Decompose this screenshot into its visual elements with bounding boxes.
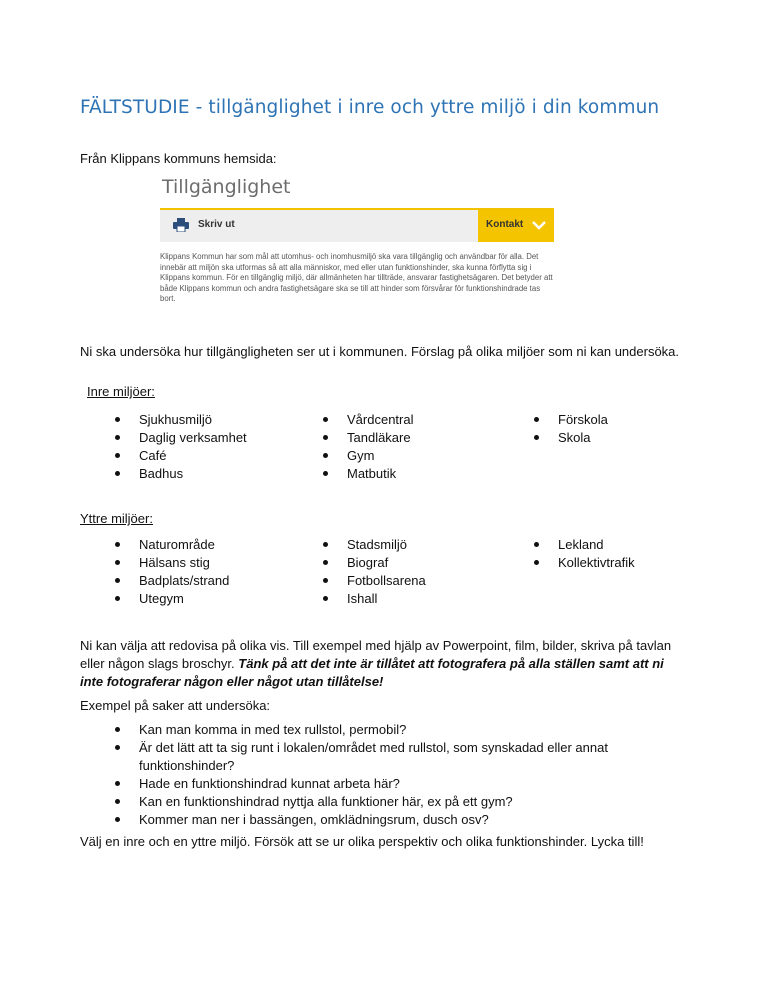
list-item: Fotbollsarena (323, 572, 426, 590)
outer-environments-label: Yttre miljöer: (80, 511, 153, 526)
list-item: Vårdcentral (323, 411, 413, 429)
task-text: Ni ska undersöka hur tillgängligheten ser ut i kommunen. Förslag på olika miljöer som ni kan undersöka. (80, 344, 680, 359)
examples-label: Exempel på saker att undersöka: (80, 698, 271, 713)
inner-list-col1 (115, 411, 247, 483)
embedded-website-screenshot (160, 176, 556, 320)
closing-text: Välj en inre och en yttre miljö. Försök att se ur olika perspektiv och olika funktionshinder. Lycka till! (80, 834, 644, 849)
list-item: Biograf (323, 554, 426, 572)
list-item: Ishall (323, 590, 426, 608)
list-item: Kollektivtrafik (534, 554, 635, 572)
contact-label: Kontakt (486, 219, 524, 230)
list-item: Hälsans stig (115, 554, 229, 572)
list-item: Badhus (115, 465, 247, 483)
inner-list-col2 (323, 411, 413, 483)
list-item: Kan man komma in med tex rullstol, permobil? (115, 721, 655, 739)
document-title: FÄLTSTUDIE - tillgänglighet i inre och yttre miljö i din kommun (80, 97, 660, 118)
list-item: Tandläkare (323, 429, 413, 447)
list-item: Naturområde (115, 536, 229, 554)
list-item: Stadsmiljö (323, 536, 426, 554)
presentation-paragraph (80, 637, 680, 691)
list-item: Gym (323, 447, 413, 465)
list-item: Kan en funktionshindrad nyttja alla funktioner här, ex på ett gym? (115, 793, 655, 811)
outer-list-col2 (323, 536, 426, 608)
list-item: Café (115, 447, 247, 465)
print-label: Skriv ut (198, 219, 235, 230)
outer-list-col3 (534, 536, 635, 572)
chevron-down-icon (532, 220, 546, 230)
list-item: Badplats/strand (115, 572, 229, 590)
list-item: Sjukhusmiljö (115, 411, 247, 429)
presentation-text: Ni kan välja att redovisa på olika vis. Till exempel med hjälp av Powerpoint, film, bilder, skriva på tavlan eller någon slags broschyr. (80, 638, 672, 671)
embedded-toolbar (160, 208, 554, 242)
list-item: Hade en funktionshindrad kunnat arbeta här? (115, 775, 655, 793)
list-item: Kommer man ner i bassängen, omklädningsrum, dusch osv? (115, 811, 655, 829)
list-item: Förskola (534, 411, 608, 429)
outer-list-col1 (115, 536, 229, 608)
inner-environments-label: Inre miljöer: (87, 384, 155, 399)
list-item: Matbutik (323, 465, 413, 483)
embedded-body-text: Klippans Kommun har som mål att utomhus- och inomhusmiljö ska vara tillgänglig och användbar för alla. Det innebär att miljön ska utformas så att alla människor, med eller utan funktionshinder, ska kunna förflytta sig i Klippans kommun. För en tillgänglig miljö, där allmänheten har tillträde, ansvarar fastighetsägaren. Det betyder att både Klippans kommun och andra fastighetsägare ska se till att hinder som försvårar för funktionshindrade tas bort. (160, 252, 553, 303)
list-item: Lekland (534, 536, 635, 554)
contact-button-image (478, 210, 554, 242)
list-item: Daglig verksamhet (115, 429, 247, 447)
list-item: Utegym (115, 590, 229, 608)
list-item: Skola (534, 429, 608, 447)
printer-icon (173, 218, 189, 232)
photo-warning: Tänk på att det inte är tillåtet att fotografera på alla ställen samt att ni inte fotograferar någon eller något utan tillåtelse! (80, 656, 664, 689)
inner-list-col3 (534, 411, 608, 447)
embedded-heading: Tillgänglighet (162, 176, 291, 198)
intro-text: Från Klippans kommuns hemsida: (80, 151, 277, 166)
list-item: Är det lätt att ta sig runt i lokalen/området med rullstol, som synskadad eller annat funktionshinder? (115, 739, 655, 775)
examples-list (115, 721, 655, 829)
